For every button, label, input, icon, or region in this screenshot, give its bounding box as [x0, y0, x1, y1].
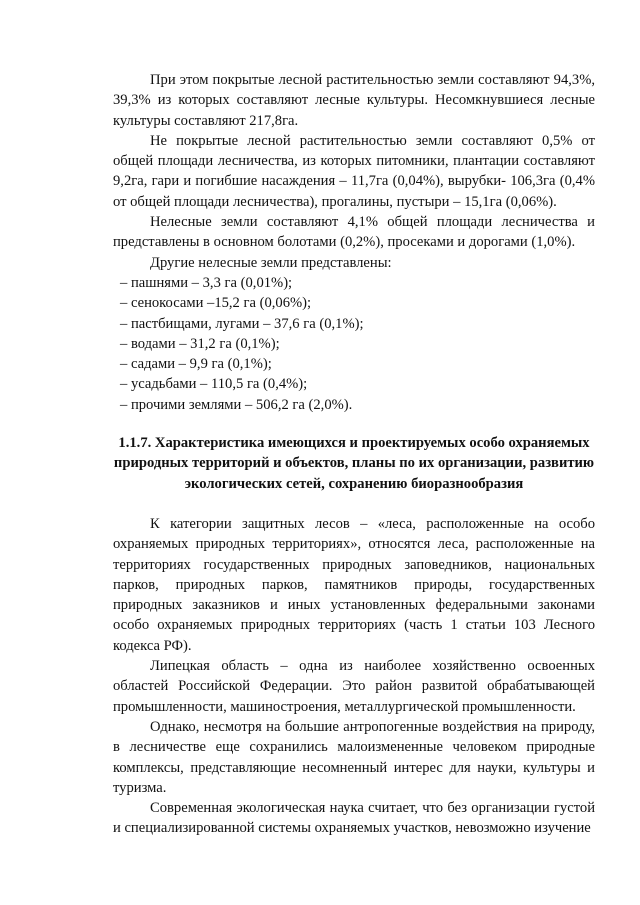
paragraph-non-forest-lands: Нелесные земли составляют 4,1% общей площади лесничества и представлены в основном болотами (0,2%), просеками и дорогами (1,0%).	[113, 214, 595, 251]
list-item: – прочими землями – 506,2 га (2,0%).	[120, 396, 353, 413]
other-lands-list	[113, 273, 595, 415]
list-item: – садами – 9,9 га (0,1%);	[120, 356, 272, 373]
list-item: – пастбищами, лугами – 37,6 га (0,1%);	[120, 315, 364, 332]
list-item: – усадьбами – 110,5 га (0,4%);	[120, 376, 308, 393]
section-heading: 1.1.7. Характеристика имеющихся и проектируемых особо охраняемых природных территорий и объектов, планы по их организации, развитию экологических сетей, сохранению биоразнообразия	[113, 435, 595, 492]
paragraph-other-lands-intro: Другие нелесные земли представлены:	[150, 254, 392, 271]
list-item: – сенокосами –15,2 га (0,06%);	[120, 295, 312, 312]
list-item: – водами – 31,2 га (0,1%);	[120, 335, 280, 352]
list-item: – пашнями – 3,3 га (0,01%);	[120, 274, 293, 291]
document-page	[113, 70, 595, 839]
paragraph-ecology-science: Современная экологическая наука считает, что без организации густой и специализированной системы охраняемых участков, невозможно изучение	[113, 800, 595, 837]
paragraph-forest-cover: При этом покрытые лесной растительностью земли составляют 94,3%, 39,3% из которых составляют лесные культуры. Несомкнувшиеся лесные культуры составляют 217,8га.	[113, 72, 595, 129]
paragraph-lipetsk-region: Липецкая область – одна из наиболее хозяйственно освоенных областей Российской Федерации. Это район развитой обрабатывающей промышленности, машиностроения, металлургической промышленности.	[113, 658, 595, 715]
paragraph-natural-complexes: Однако, несмотря на большие антропогенные воздействия на природу, в лесничестве еще сохранились малоизмененные человеком природные комплексы, представляющие несомненный интерес для науки, культуры и туризма.	[113, 718, 595, 796]
paragraph-non-covered-lands: Не покрытые лесной растительностью земли составляют 0,5% от общей площади лесничества, из которых питомники, плантации составляют 9,2га, гари и погибшие насаждения – 11,7га (0,04%), вырубки- 106,3га (0,4% от общей площади лесничества), прогалины, пустыри – 15,1га (0,06%).	[113, 132, 595, 210]
paragraph-protective-forests: К категории защитных лесов – «леса, расположенные на особо охраняемых природных территориях», относятся леса, расположенные на территориях государственных природных заповедников, национальных парков, природных парков, памятников природы, государственных природных заказников и иных установленных федеральными законами особо охраняемых природных территориях (часть 1 статьи 103 Лесного кодекса РФ).	[113, 515, 595, 654]
